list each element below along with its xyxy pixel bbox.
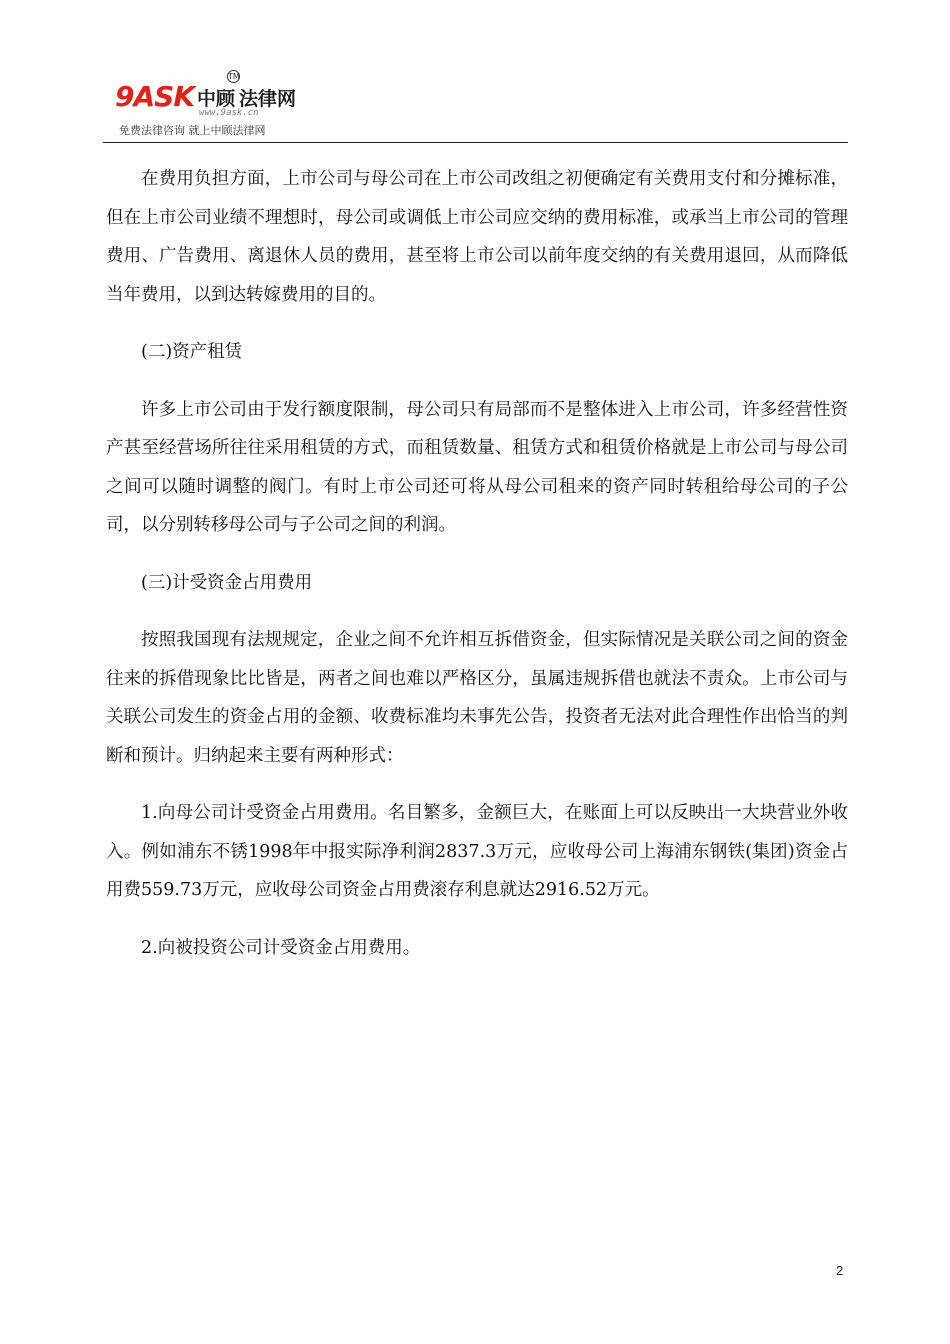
paragraph-asset-leasing: 许多上市公司由于发行额度限制，母公司只有局部而不是整体进入上市公司，许多经营性资产甚至经营场所往往采用租赁的方式，而租赁数量、租赁方式和租赁价格就是上市公司与母公司之间可以随时调整的阀门。有时上市公司还可将从母公司租来的资产同时转租给母公司的子公司，以分别转移母公司与子公司之间的利润。 <box>106 399 848 535</box>
page-number: 2 <box>836 1263 844 1278</box>
logo-slogan: 免费法律咨询 就上中顾法律网 <box>119 124 266 137</box>
paragraph-expense-burden: 在费用负担方面，上市公司与母公司在上市公司改组之初便确定有关费用支付和分摊标准，但在上市公司业绩不理想时，母公司或调低上市公司应交纳的费用标准，或承当上市公司的管理费用、广告费用、离退休人员的费用，甚至将上市公司以前年度交纳的有关费用退回，从而降低当年费用，以到达转嫁费用的目的。 <box>106 169 848 305</box>
list-item-parent-company-fee: 1.向母公司计受资金占用费用。名目繁多，金额巨大，在账面上可以反映出一大块营业外收入。例如浦东不锈1998年中报实际净利润2837.3万元，应收母公司上海浦东钢铁(集团)资金占用费559.73万元，应收母公司资金占用费滚存利息就达2916.52万元。 <box>106 803 848 900</box>
section-heading-asset-leasing: (二)资产租赁 <box>141 342 243 362</box>
site-logo[interactable] <box>115 76 296 112</box>
document-header <box>103 70 848 142</box>
header-divider <box>103 142 848 143</box>
trademark-icon: TM <box>228 72 240 81</box>
logo-url: www.9ask.cn <box>199 108 259 118</box>
section-heading-fund-occupation: (三)计受资金占用费用 <box>141 572 313 593</box>
logo-mark: 9ASK <box>115 80 195 113</box>
paragraph-fund-occupation: 按照我国现有法规规定，企业之间不允许相互拆借资金，但实际情况是关联公司之间的资金往来的拆借现象比比皆是，两者之间也难以严格区分，虽属违规拆借也就法不责众。上市公司与关联公司发生的资金占用的金额、收费标准均未事先公告，投资者无法对此合理性作出恰当的判断和预计。归纳起来主要有两种形式： <box>106 630 848 766</box>
document-body <box>106 160 848 967</box>
logo-name-part-2: 法律网 <box>239 88 297 110</box>
logo-name-part-1: 中顾 <box>197 88 236 110</box>
list-item-investee-company-fee: 2.向被投资公司计受资金占用费用。 <box>141 937 421 958</box>
